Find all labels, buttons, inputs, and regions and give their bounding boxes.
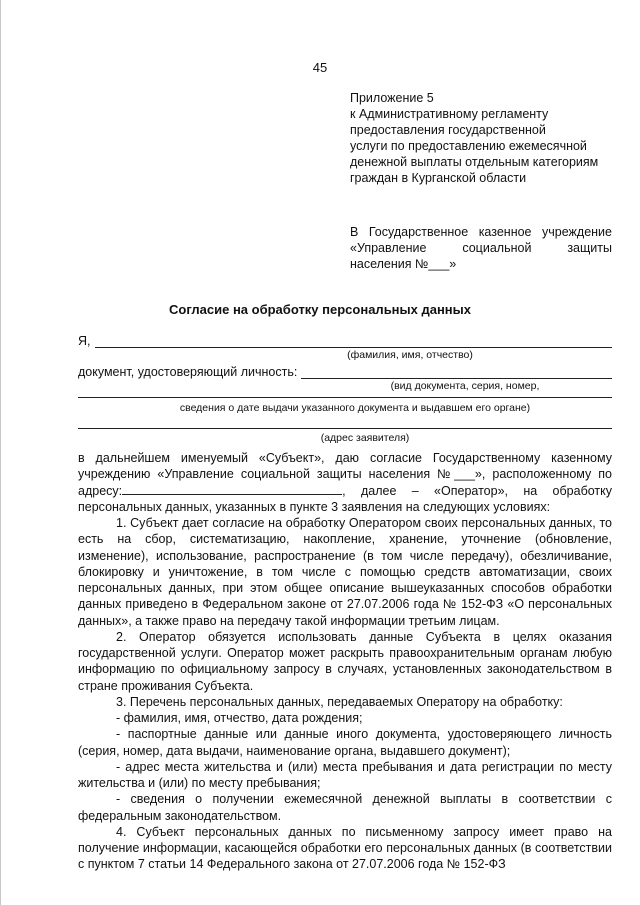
appendix-line: Приложение 5 [350,91,434,105]
fio-row [78,334,612,348]
fio-field[interactable] [95,335,613,348]
document-title: Согласие на обработку персональных данных [168,302,471,317]
appendix-line: денежной выплаты отдельным категориям [350,155,599,169]
recipient-line: «Управление социальной защиты [350,241,612,255]
appendix-line: граждан в Курганской области [350,171,527,185]
scan-edge-line [0,0,1,905]
recipient-line: В Государственное казенное учреждение [350,225,612,239]
i-label: Я, [78,334,91,348]
address-field[interactable] [78,428,612,429]
consent-body [78,450,612,873]
operator-address-field[interactable] [122,484,342,495]
document-details-hint: сведения о дате выдачи указанного документа и выдавшем его органе) [179,402,531,414]
document-hint: (вид документа, серия, номер, [390,380,540,392]
clause-3-item: - адрес места жительства и (или) места пребывания и дата регистрации по месту жительства и (или) по месту пребывания; [78,759,612,790]
clause-1: 1. Субъект дает согласие на обработку Оператором своих персональных данных, то есть на сбор, систематизацию, накопление, хранение, уточнение (обновление, изменение), использование, распространение (в том числе передачу), обезличивание, блокировку и уничтожение, в том числе с помощью средств автоматизации, своих персональных данных, при этом общее описание вышеуказанных способов обработки данных приведено в Федеральном законе от 27.07.2006 года № 152-ФЗ «О персональных данных», а также право на передачу такой информации третьим лицам. [78,516,612,628]
clause-3-item: - сведения о получении ежемесячной денежной выплаты в соответствии с федеральным законодательством. [78,792,612,823]
page-number: 45 [312,60,328,75]
address-hint: (адрес заявителя) [320,432,410,444]
clause-3: 3. Перечень персональных данных, передаваемых Оператору на обработку: [116,694,563,709]
document-label: документ, удостоверяющий личность: [78,365,298,379]
document-row [78,365,612,379]
appendix-header [350,90,612,186]
fio-hint: (фамилия, имя, отчество) [347,349,473,361]
intro-paragraph [78,450,612,515]
intro-text-2: , далее – «Оператор», на обработку персональных данных, указанных в пункте 3 заявления на следующих условиях: [78,483,612,514]
recipient-block [350,224,612,272]
clause-3-item: - фамилия, имя, отчество, дата рождения; [116,711,363,725]
recipient-line: населения №___» [350,257,457,271]
document-field[interactable] [301,366,612,379]
clause-2: 2. Оператор обязуется использовать данные Субъекта в целях оказания государственной услуги. Оператор может раскрыть правоохранительным органам любую информацию по официальному запросу в случаях, установленных законодательством в стране проживания Субъекта. [78,629,612,693]
appendix-line: к Административному регламенту [350,107,549,121]
clause-4: 4. Субъект персональных данных по письменному запросу имеет право на получение информации, касающейся обработки его персональных данных (в соответствии с пунктом 7 статьи 14 Федерального закона от 27.07.2006 года № 152-ФЗ [78,824,612,872]
document-details-field[interactable] [78,397,612,398]
intro-text-1: в дальнейшем именуемый «Субъект», даю согласие Государственному казенному учреждению «Управление социальной защиты населения №___», расположенному по адресу: [78,451,612,498]
appendix-line: услуги по предоставлению ежемесячной [350,139,587,153]
appendix-line: предоставления государственной [350,123,546,137]
clause-3-item: - паспортные данные или данные иного документа, удостоверяющего личность (серия, номер, дата выдачи, наименование органа, выдавшего документ); [78,727,612,758]
